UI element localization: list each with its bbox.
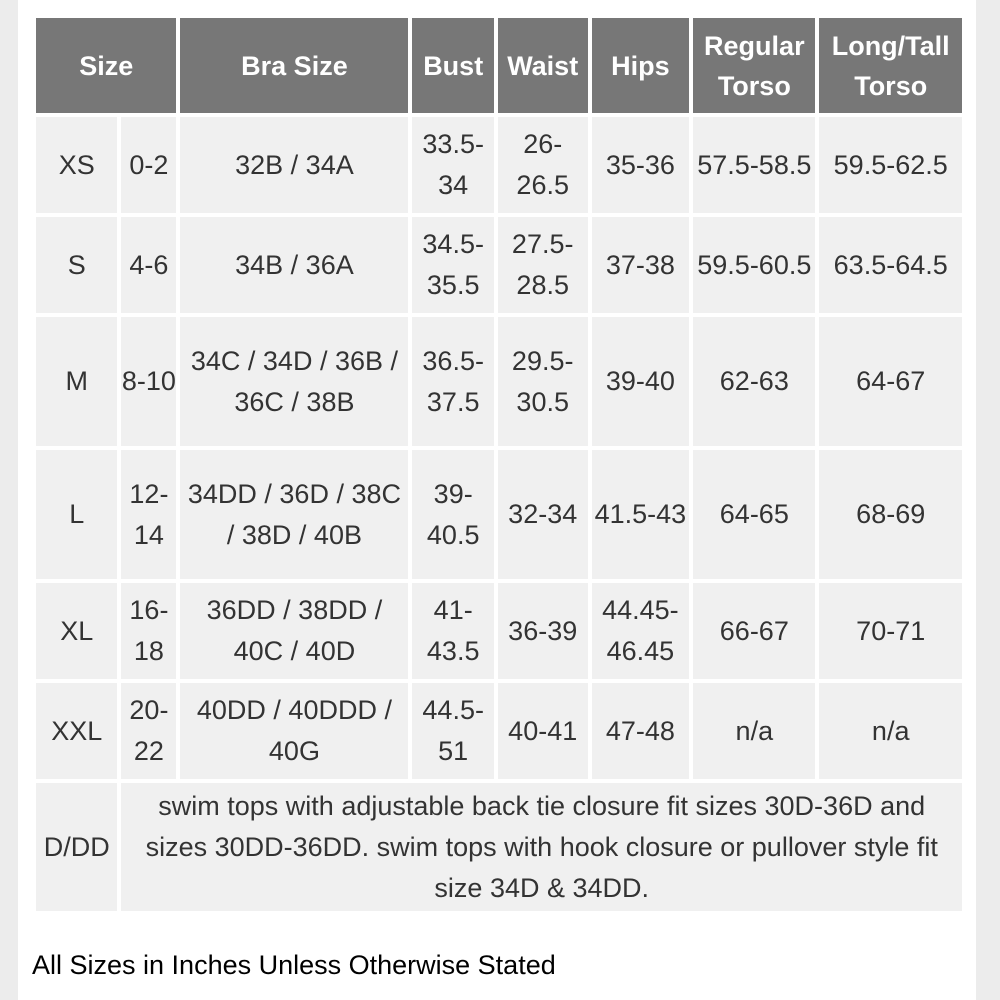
cell-size: XXL: [36, 683, 117, 779]
cell-size: XS: [36, 117, 117, 213]
header-bust: Bust: [412, 18, 493, 113]
cell-size: L: [36, 450, 117, 579]
cell-numeric-size: 20-22: [121, 683, 176, 779]
header-size: Size: [36, 18, 176, 113]
cell-regular-torso: 66-67: [693, 583, 815, 679]
cell-d-dd-note: swim tops with adjustable back tie closure fit sizes 30D-36D and sizes 30DD-36DD. swim tops with hook closure or pullover style fit size 34D & 34DD.: [121, 783, 962, 911]
cell-waist: 32-34: [498, 450, 588, 579]
cell-hips: 39-40: [592, 317, 690, 446]
cell-bra-size: 40DD / 40DDD / 40G: [180, 683, 408, 779]
cell-waist: 29.5-30.5: [498, 317, 588, 446]
cell-d-dd-label: D/DD: [36, 783, 117, 911]
cell-hips: 35-36: [592, 117, 690, 213]
cell-long-torso: n/a: [819, 683, 962, 779]
header-bra-size: Bra Size: [180, 18, 408, 113]
cell-waist: 40-41: [498, 683, 588, 779]
cell-long-torso: 68-69: [819, 450, 962, 579]
cell-long-torso: 64-67: [819, 317, 962, 446]
cell-regular-torso: n/a: [693, 683, 815, 779]
table-row-xxl: [36, 683, 962, 779]
cell-hips: 44.45-46.45: [592, 583, 690, 679]
cell-bust: 39-40.5: [412, 450, 493, 579]
units-footnote: All Sizes in Inches Unless Otherwise Stated: [32, 950, 556, 980]
table-row-l: [36, 450, 962, 579]
size-chart-table: [32, 14, 966, 915]
cell-bra-size: 34B / 36A: [180, 217, 408, 313]
cell-bust: 44.5-51: [412, 683, 493, 779]
table-row-xs: [36, 117, 962, 213]
cell-regular-torso: 57.5-58.5: [693, 117, 815, 213]
cell-long-torso: 59.5-62.5: [819, 117, 962, 213]
table-row-xl: [36, 583, 962, 679]
cell-hips: 41.5-43: [592, 450, 690, 579]
cell-bust: 34.5-35.5: [412, 217, 493, 313]
cell-bra-size: 36DD / 38DD / 40C / 40D: [180, 583, 408, 679]
cell-bust: 36.5-37.5: [412, 317, 493, 446]
cell-bust: 33.5-34: [412, 117, 493, 213]
cell-regular-torso: 59.5-60.5: [693, 217, 815, 313]
cell-regular-torso: 64-65: [693, 450, 815, 579]
size-chart-page: [18, 0, 976, 1000]
cell-numeric-size: 0-2: [121, 117, 176, 213]
cell-bust: 41-43.5: [412, 583, 493, 679]
cell-bra-size: 34C / 34D / 36B / 36C / 38B: [180, 317, 408, 446]
cell-numeric-size: 4-6: [121, 217, 176, 313]
table-row-m: [36, 317, 962, 446]
table-row-d-dd: [36, 783, 962, 911]
cell-numeric-size: 16-18: [121, 583, 176, 679]
header-hips: Hips: [592, 18, 690, 113]
cell-bra-size: 34DD / 36D / 38C / 38D / 40B: [180, 450, 408, 579]
cell-long-torso: 63.5-64.5: [819, 217, 962, 313]
cell-waist: 36-39: [498, 583, 588, 679]
cell-bra-size: 32B / 34A: [180, 117, 408, 213]
cell-hips: 47-48: [592, 683, 690, 779]
cell-waist: 27.5-28.5: [498, 217, 588, 313]
cell-size: S: [36, 217, 117, 313]
cell-waist: 26-26.5: [498, 117, 588, 213]
cell-numeric-size: 8-10: [121, 317, 176, 446]
header-row: [36, 18, 962, 113]
cell-hips: 37-38: [592, 217, 690, 313]
cell-numeric-size: 12-14: [121, 450, 176, 579]
header-waist: Waist: [498, 18, 588, 113]
cell-size: M: [36, 317, 117, 446]
header-regular-torso: Regular Torso: [693, 18, 815, 113]
header-long-tall-torso: Long/Tall Torso: [819, 18, 962, 113]
cell-long-torso: 70-71: [819, 583, 962, 679]
cell-regular-torso: 62-63: [693, 317, 815, 446]
table-row-s: [36, 217, 962, 313]
cell-size: XL: [36, 583, 117, 679]
